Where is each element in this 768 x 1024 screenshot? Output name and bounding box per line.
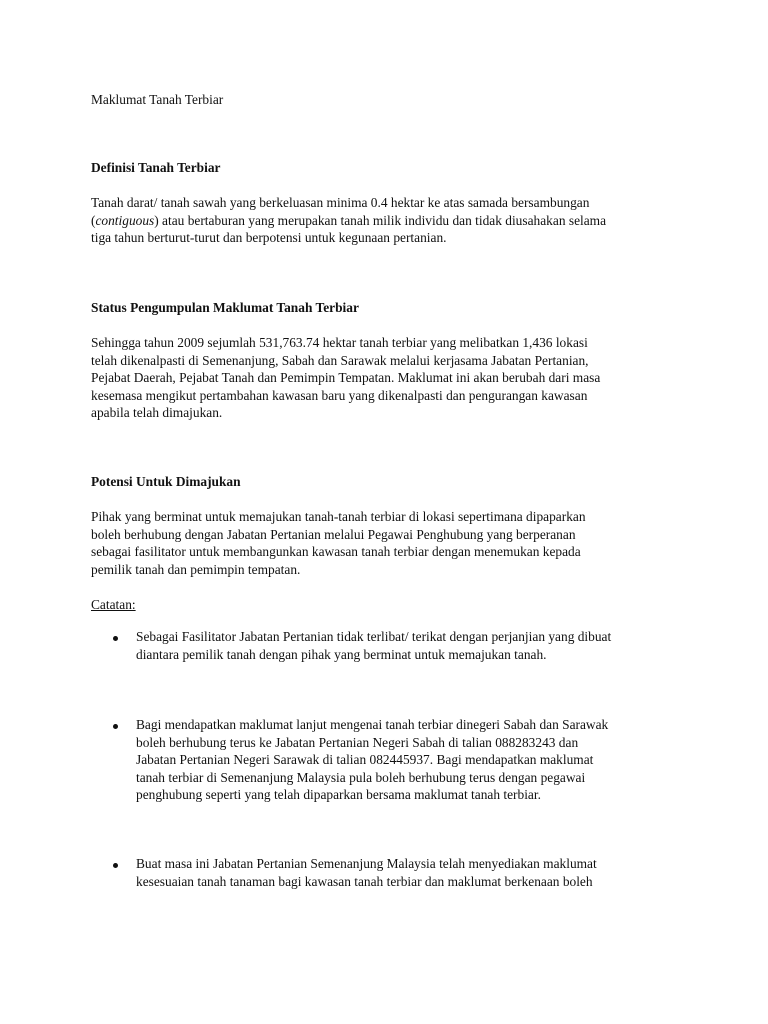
text-line: telah dikenalpasti di Semenanjung, Sabah dan Sarawak melalui kerjasama Jabatan Pertanian, [91,352,589,368]
heading-status: Status Pengumpulan Maklumat Tanah Terbiar [91,300,359,315]
bullet-dot-icon [113,724,118,729]
heading-definisi: Definisi Tanah Terbiar [91,160,221,175]
text-line: Jabatan Pertanian Negeri Sarawak di talian 082445937. Bagi mendapatkan maklumat [136,752,594,767]
text-line: kesemasa mengikut pertambahan kawasan baru yang dikenalpasti dan pengurangan kawasan [91,387,588,403]
bullet-dot-icon [113,636,118,641]
notes-label: Catatan: [91,597,136,612]
text-line: Sehingga tahun 2009 sejumlah 531,763.74 hektar tanah terbiar yang melibatkan 1,436 lokasi [91,335,588,350]
bullet-dot-icon [113,863,118,868]
text-line: boleh berhubung dengan Jabatan Pertanian melalui Pegawai Penghubung yang berperanan [91,526,576,542]
text-line: Buat masa ini Jabatan Pertanian Semenanjung Malaysia telah menyediakan maklumat [136,856,597,871]
italic-term: contiguous [95,212,155,228]
text-line: pemilik tanah dan pemimpin tempatan. [91,561,301,577]
bullet-item [136,628,611,663]
paragraph-status [91,334,600,422]
text-line: sebagai fasilitator untuk membangunkan kawasan tanah terbiar dengan menemukan kepada [91,544,581,559]
text-line: tanah terbiar di Semenanjung Malaysia pula boleh berhubung terus dengan pegawai [136,769,586,785]
bullet-item [136,716,608,804]
text-line: Sebagai Fasilitator Jabatan Pertanian tidak terlibat/ terikat dengan perjanjian yang dibuat [136,629,612,644]
text-line: Pejabat Daerah, Pejabat Tanah dan Pemimpin Tempatan. Maklumat ini akan berubah dari masa [91,370,601,385]
text-line: boleh berhubung terus ke Jabatan Pertanian Negeri Sabah di talian 088283243 dan [136,734,579,750]
text-line: diantara pemilik tanah dengan pihak yang berminat untuk memajukan tanah. [136,646,547,662]
document-title: Maklumat Tanah Terbiar [91,92,224,107]
heading-potensi: Potensi Untuk Dimajukan [91,474,241,489]
text-line: Pihak yang berminat untuk memajukan tanah-tanah terbiar di lokasi sepertimana dipaparkan [91,509,586,524]
bullet-item [136,855,597,890]
paragraph-definisi [91,194,606,247]
text-line: tiga tahun berturut-turut dan berpotensi untuk kegunaan pertanian. [91,230,447,245]
text-line: kesesuaian tanah tanaman bagi kawasan tanah terbiar dan maklumat berkenaan boleh [136,873,593,889]
paragraph-potensi [91,508,586,578]
text-line: Bagi mendapatkan maklumat lanjut mengenai tanah terbiar dinegeri Sabah dan Sarawak [136,717,609,732]
text-line: (contiguous) atau bertaburan yang merupakan tanah milik individu dan tidak diusahakan selama [91,212,607,228]
text-line: apabila telah dimajukan. [91,405,223,420]
text-line: penghubung seperti yang telah dipaparkan bersama maklumat tanah terbiar. [136,787,541,802]
text-line: Tanah darat/ tanah sawah yang berkeluasan minima 0.4 hektar ke atas samada bersambungan [91,195,590,210]
